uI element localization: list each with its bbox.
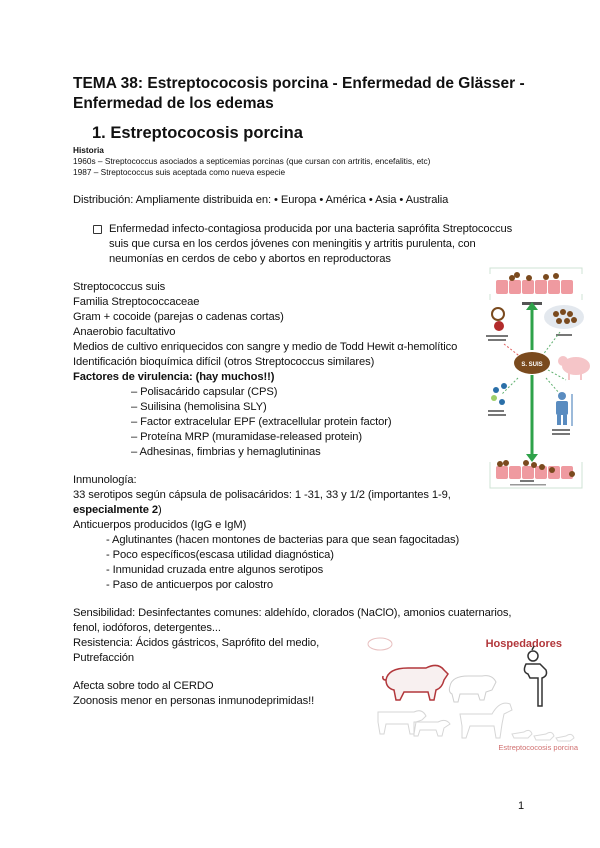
anticuerpo-item: - Inmunidad cruzada entre algunos serotipos bbox=[106, 564, 324, 576]
afecta-line: Afecta sobre todo al CERDO bbox=[73, 680, 214, 692]
small-animals-icon bbox=[512, 730, 574, 741]
anticuerpo-item: - Aglutinantes (hacen montones de bacterias para que sean fagocitadas) bbox=[106, 534, 460, 546]
definition-line: Enfermedad infecto-contagiosa producida por una bacteria saprófita Streptococcus bbox=[109, 223, 513, 235]
caracteristica-line: Medios de cultivo enriquecidos con sangre y medio de Todd Hewit α-hemolítico bbox=[73, 341, 458, 353]
human-icon bbox=[524, 646, 546, 706]
virulencia-item: – Proteína MRP (muramidase-released protein) bbox=[131, 431, 363, 443]
sheep-icon bbox=[414, 720, 450, 736]
hosts-title: Hospedadores bbox=[485, 638, 562, 650]
inmunologia-label: Inmunología: bbox=[73, 474, 137, 486]
boar-icon bbox=[449, 676, 496, 702]
page-number: 1 bbox=[518, 800, 525, 812]
serotipos-end: ) bbox=[157, 504, 162, 516]
epithelium-top-icon bbox=[496, 272, 573, 294]
afecta-line: Zoonosis menor en personas inmunodeprimidas!! bbox=[73, 695, 315, 707]
document-title-line2: Enfermedad de los edemas bbox=[73, 95, 274, 112]
historia-item: 1987 – Streptococcus suis aceptada como nueva especie bbox=[73, 167, 286, 177]
pig-host-icon bbox=[383, 665, 448, 700]
virulencia-item: – Polisacárido capsular (CPS) bbox=[131, 386, 278, 398]
serotipos-line: 33 serotipos según cápsula de polisacáridos: 1 -31, 33 y 1/2 (importantes 1-9, bbox=[73, 489, 451, 501]
horse-icon bbox=[460, 703, 512, 738]
virulencia-item: – Suilisina (hemolisina SLY) bbox=[131, 401, 267, 413]
sensibilidad-line: Sensibilidad: Desinfectantes comunes: aldehído, clorados (NaClO), amonios cuaternarios, bbox=[73, 607, 512, 619]
epithelium-bottom-icon bbox=[496, 460, 575, 479]
resistencia-line: Resistencia: Ácidos gástricos, Saprófito del medio, bbox=[73, 637, 320, 649]
sensibilidad-line: fenol, iodóforos, detergentes... bbox=[73, 622, 221, 634]
infection-cycle-diagram bbox=[482, 262, 590, 490]
farmer-icon bbox=[556, 392, 572, 426]
caracteristica-line: Identificación bioquímica difícil (otros Streptococcus similares) bbox=[73, 356, 375, 368]
definition-line: suis que cursa en los cerdos jóvenes con meningitis y artritis purulenta, con bbox=[109, 238, 476, 250]
anticuerpo-item: - Paso de anticuerpos por calostro bbox=[106, 579, 273, 591]
distribucion-text: Distribución: Ampliamente distribuida en: • Europa • América • Asia • Australia bbox=[73, 194, 449, 206]
historia-item: 1960s – Streptococcus asociados a septicemias porcinas (que cursan con artritis, encefalitis, etc) bbox=[73, 156, 431, 166]
pig-icon bbox=[558, 356, 590, 380]
center-label: S. SUIS bbox=[521, 362, 543, 368]
historia-label: Historia bbox=[73, 145, 104, 155]
serotipos-bold: especialmente 2 bbox=[73, 504, 158, 516]
caracteristica-line: Anaerobio facultativo bbox=[73, 326, 176, 338]
caracteristica-line: Familia Streptococcaceae bbox=[73, 296, 200, 308]
section-heading: 1. Estreptococosis porcina bbox=[92, 124, 303, 142]
virulencia-item: – Factor extracelular EPF (extracellular protein factor) bbox=[131, 416, 392, 428]
hosts-caption: Estreptococosis porcina bbox=[498, 743, 578, 752]
serotipos-line2 bbox=[73, 503, 162, 518]
hosts-diagram bbox=[352, 628, 590, 753]
virulencia-heading: Factores de virulencia: (hay muchos!!) bbox=[73, 371, 275, 383]
caracteristica-line: Gram + cocoide (parejas o cadenas cortas) bbox=[73, 311, 284, 323]
definition-line: neumonías en cerdos de cebo y abortos en reproductoras bbox=[109, 253, 391, 265]
anticuerpos-line: Anticuerpos producidos (IgG e IgM) bbox=[73, 519, 247, 531]
anticuerpo-item: - Poco específicos(escasa utilidad diagnóstica) bbox=[106, 549, 334, 561]
checkbox[interactable] bbox=[93, 225, 102, 234]
caracteristica-line: Streptococcus suis bbox=[73, 281, 166, 293]
resistencia-line: Putrefacción bbox=[73, 652, 134, 664]
virulencia-item: – Adhesinas, fimbrias y hemaglutininas bbox=[131, 446, 321, 458]
bacteria-cluster-icon bbox=[544, 305, 584, 329]
document-title-line1: TEMA 38: Estreptococosis porcina - Enfermedad de Glässer - bbox=[73, 75, 525, 92]
